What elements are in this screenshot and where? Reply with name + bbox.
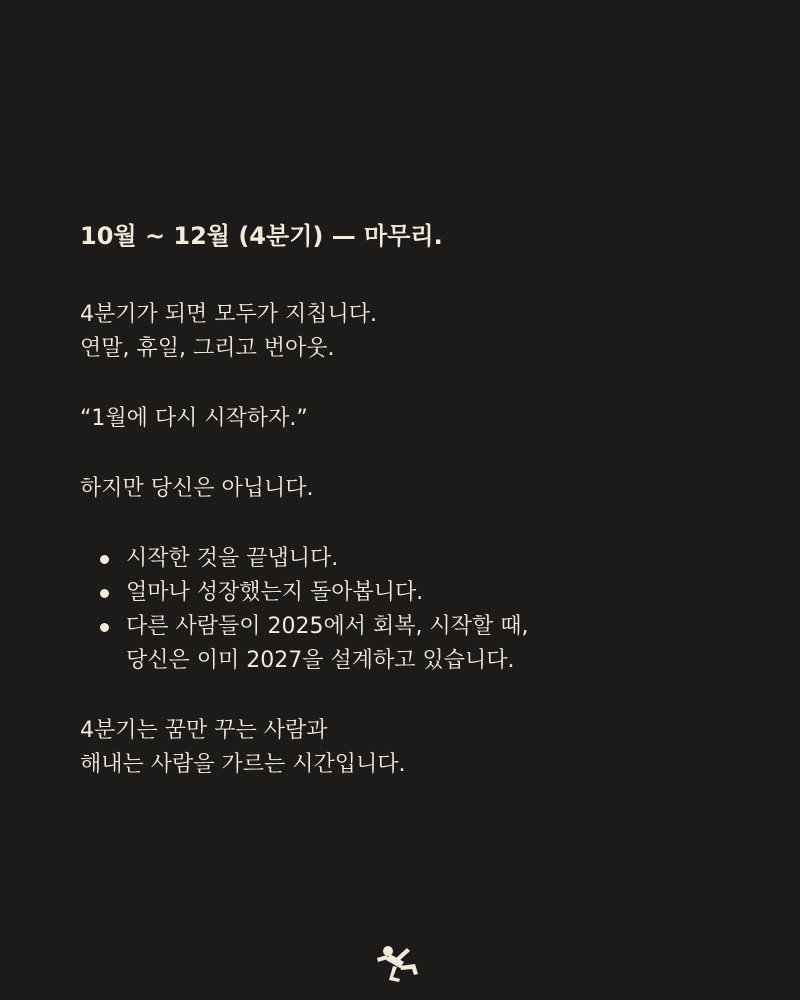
paragraph-line: 하지만 당신은 아닙니다. (80, 476, 314, 501)
paragraph-line: 4분기가 되면 모두가 지칩니다. (80, 302, 377, 327)
bullet-item (100, 576, 740, 610)
bullet-dot-icon (100, 555, 109, 564)
spacer (80, 678, 740, 714)
bullet-list (80, 542, 740, 678)
bullet-text: 얼마나 성장했는지 돌아봅니다. (126, 580, 424, 605)
bullet-text-continuation: 당신은 이미 2027을 설계하고 있습니다. (126, 648, 515, 673)
section-heading: 10월 ~ 12월 (4분기) — 마무리. (80, 222, 443, 250)
spacer (80, 436, 740, 472)
quote-text: “1월에 다시 시작하자.” (80, 406, 308, 431)
bullet-text: 다른 사람들이 2025에서 회복, 시작할 때, (126, 614, 529, 639)
paragraph-line: 연말, 휴일, 그리고 번아웃. (80, 336, 335, 361)
bullet-item (100, 610, 740, 678)
bullet-dot-icon (100, 589, 109, 598)
spacer (80, 506, 740, 542)
closing-line: 4분기는 꿈만 꾸는 사람과 (80, 718, 328, 743)
bullet-text: 시작한 것을 끝냅니다. (126, 546, 339, 571)
bullet-dot-icon (100, 623, 109, 632)
bullet-item (100, 542, 740, 576)
document-body (80, 214, 740, 782)
spacer (80, 366, 740, 402)
spacer (80, 258, 740, 298)
running-figure-icon (374, 944, 422, 982)
closing-line: 해내는 사람을 가르는 시간입니다. (80, 752, 406, 777)
